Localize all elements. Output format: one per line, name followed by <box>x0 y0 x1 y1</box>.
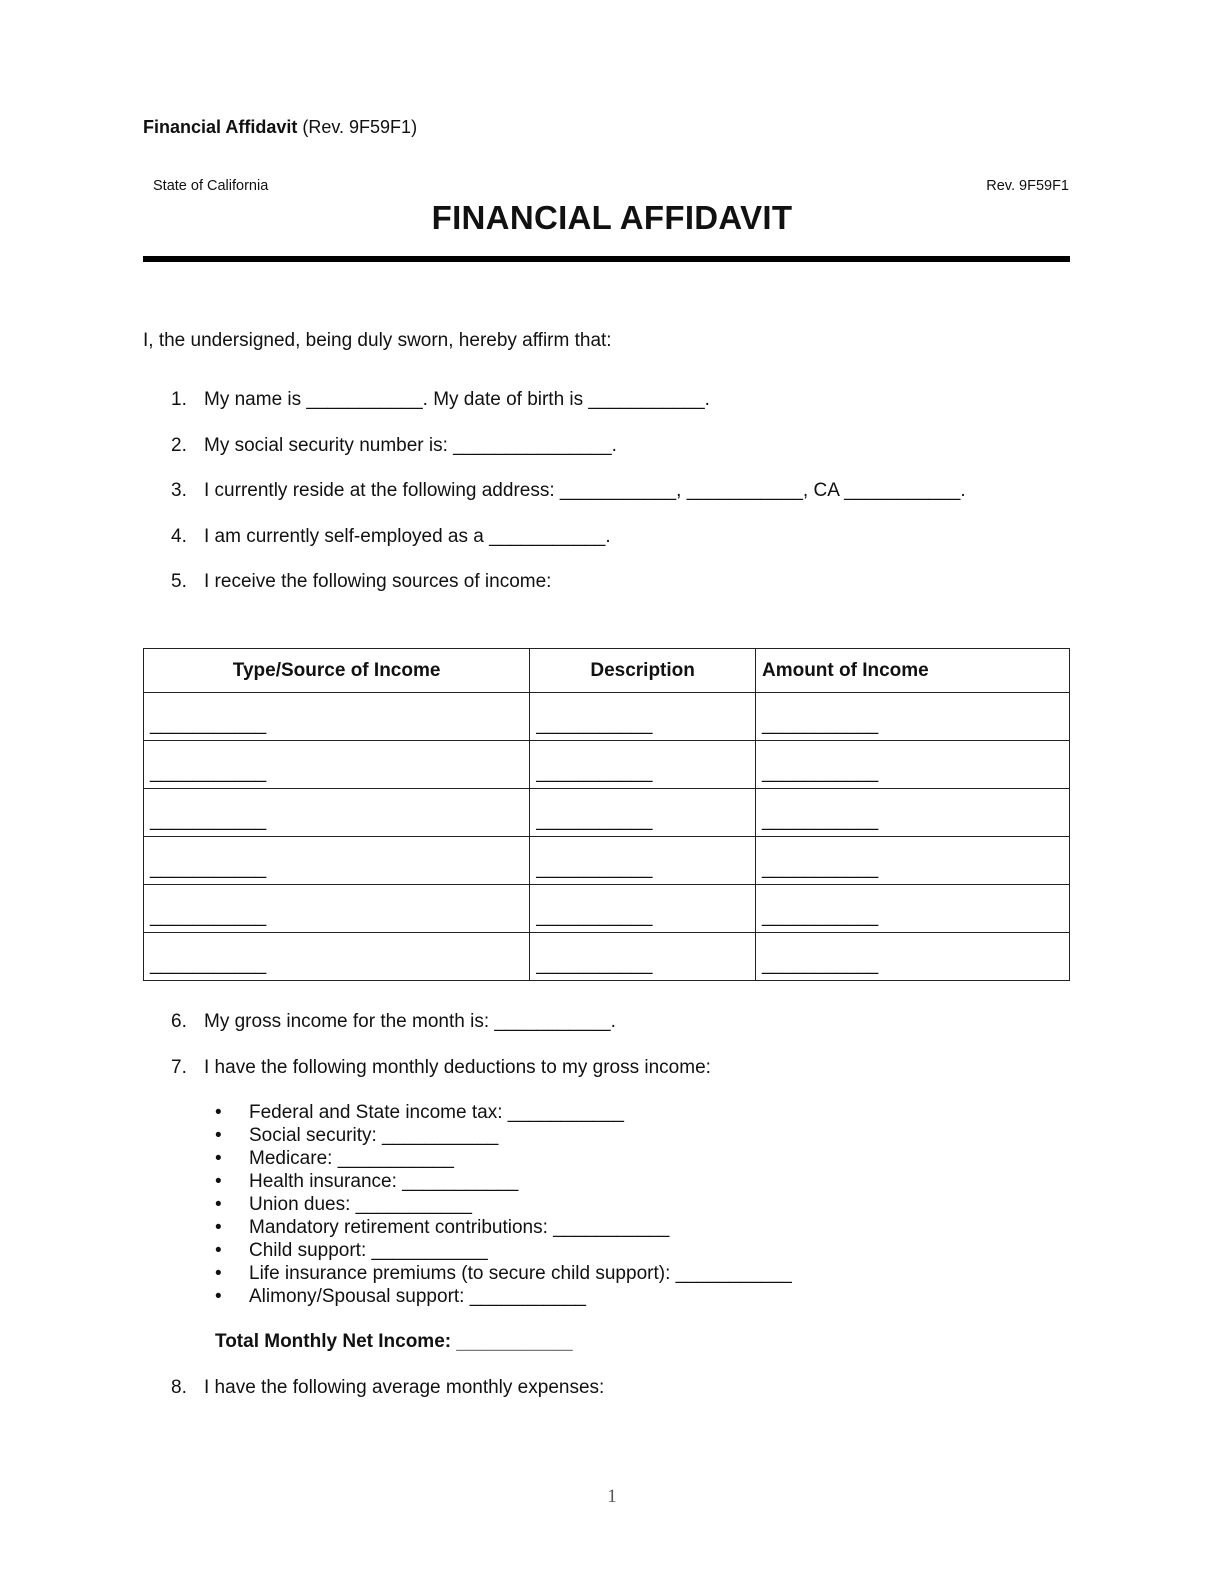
item-number: 6. <box>171 1011 187 1032</box>
item-number: 8. <box>171 1377 187 1398</box>
intro-statement: I, the undersigned, being duly sworn, hereby affirm that: <box>143 330 612 351</box>
income-amount-field[interactable]: ___________ <box>755 741 1069 789</box>
item-number: 1. <box>171 389 187 410</box>
bullet-icon: • <box>215 1148 222 1169</box>
income-description-field[interactable]: ___________ <box>530 693 756 741</box>
deduction-text: Union dues: ___________ <box>249 1194 472 1215</box>
income-description-field[interactable]: ___________ <box>530 885 756 933</box>
income-description-field[interactable]: ___________ <box>530 837 756 885</box>
column-header-type: Type/Source of Income <box>144 649 530 693</box>
income-amount-field[interactable]: ___________ <box>755 885 1069 933</box>
bullet-icon: • <box>215 1125 222 1146</box>
item-number: 4. <box>171 526 187 547</box>
deduction-text: Child support: ___________ <box>249 1240 488 1261</box>
item-text: My name is ___________. My date of birth is ___________. <box>204 389 710 410</box>
page-number: 1 <box>607 1486 617 1507</box>
bullet-icon: • <box>215 1217 222 1238</box>
table-row <box>144 885 1070 933</box>
deduction-item-medicare <box>215 1147 792 1170</box>
income-amount-field[interactable]: ___________ <box>755 789 1069 837</box>
item-number: 2. <box>171 435 187 456</box>
total-net-income-field[interactable]: ___________ <box>456 1331 573 1352</box>
deduction-text: Social security: ___________ <box>249 1125 499 1146</box>
deduction-item-child-support <box>215 1239 792 1262</box>
document-title-bold: Financial Affidavit <box>143 117 298 137</box>
list-item-deductions <box>171 1057 711 1079</box>
page-title: FINANCIAL AFFIDAVIT <box>431 199 793 236</box>
deduction-text: Medicare: ___________ <box>249 1148 454 1169</box>
column-header-description: Description <box>530 649 756 693</box>
deduction-item-income-tax <box>215 1101 792 1124</box>
title-divider <box>143 256 1070 262</box>
item-text: I have the following monthly deductions to my gross income: <box>204 1057 711 1078</box>
income-type-field[interactable]: ___________ <box>144 885 530 933</box>
deduction-item-social-security <box>215 1124 792 1147</box>
list-item-ssn <box>171 435 617 457</box>
deductions-list <box>215 1101 792 1308</box>
item-number: 5. <box>171 571 187 592</box>
item-text: I receive the following sources of income: <box>204 571 552 592</box>
deduction-text: Mandatory retirement contributions: ___________ <box>249 1217 670 1238</box>
table-row <box>144 789 1070 837</box>
total-net-income <box>215 1331 573 1353</box>
deduction-text: Alimony/Spousal support: ___________ <box>249 1286 586 1307</box>
income-type-field[interactable]: ___________ <box>144 741 530 789</box>
bullet-icon: • <box>215 1263 222 1284</box>
income-amount-field[interactable]: ___________ <box>755 837 1069 885</box>
income-type-field[interactable]: ___________ <box>144 933 530 981</box>
list-item-expenses <box>171 1377 604 1399</box>
deduction-item-health-insurance <box>215 1170 792 1193</box>
item-text: I currently reside at the following address: ___________, ___________, CA ___________. <box>204 480 966 501</box>
income-description-field[interactable]: ___________ <box>530 741 756 789</box>
deduction-item-life-insurance <box>215 1262 792 1285</box>
income-table <box>143 648 1070 981</box>
item-text: I have the following average monthly expenses: <box>204 1377 605 1398</box>
item-text: I am currently self-employed as a ___________. <box>204 526 611 547</box>
list-item-gross-income <box>171 1011 616 1033</box>
table-header-row <box>144 649 1070 693</box>
table-row <box>144 741 1070 789</box>
deduction-item-alimony <box>215 1285 792 1308</box>
deduction-text: Federal and State income tax: ___________ <box>249 1102 624 1123</box>
income-type-field[interactable]: ___________ <box>144 693 530 741</box>
deduction-text: Health insurance: ___________ <box>249 1171 519 1192</box>
income-amount-field[interactable]: ___________ <box>755 693 1069 741</box>
income-description-field[interactable]: ___________ <box>530 933 756 981</box>
item-number: 7. <box>171 1057 187 1078</box>
bullet-icon: • <box>215 1102 222 1123</box>
list-item-income-sources <box>171 571 551 593</box>
list-item-name-dob <box>171 389 710 411</box>
deduction-item-union-dues <box>215 1193 792 1216</box>
document-title <box>143 117 417 138</box>
income-type-field[interactable]: ___________ <box>144 789 530 837</box>
deduction-text: Life insurance premiums (to secure child support): ___________ <box>249 1263 792 1284</box>
table-row <box>144 837 1070 885</box>
column-header-amount: Amount of Income <box>755 649 1069 693</box>
income-amount-field[interactable]: ___________ <box>755 933 1069 981</box>
document-title-revision: (Rev. 9F59F1) <box>297 117 418 137</box>
item-text: My social security number is: _______________. <box>204 435 617 456</box>
bullet-icon: • <box>215 1286 222 1307</box>
table-row <box>144 693 1070 741</box>
item-text: My gross income for the month is: ___________. <box>204 1011 616 1032</box>
deduction-item-retirement <box>215 1216 792 1239</box>
item-number: 3. <box>171 480 187 501</box>
list-item-employment <box>171 526 611 548</box>
income-description-field[interactable]: ___________ <box>530 789 756 837</box>
income-type-field[interactable]: ___________ <box>144 837 530 885</box>
state-label: State of California <box>153 178 269 194</box>
bullet-icon: • <box>215 1194 222 1215</box>
list-item-address <box>171 480 966 502</box>
total-net-income-label: Total Monthly Net Income: <box>215 1331 457 1352</box>
bullet-icon: • <box>215 1171 222 1192</box>
bullet-icon: • <box>215 1240 222 1261</box>
table-row <box>144 933 1070 981</box>
revision-label: Rev. 9F59F1 <box>986 178 1069 194</box>
